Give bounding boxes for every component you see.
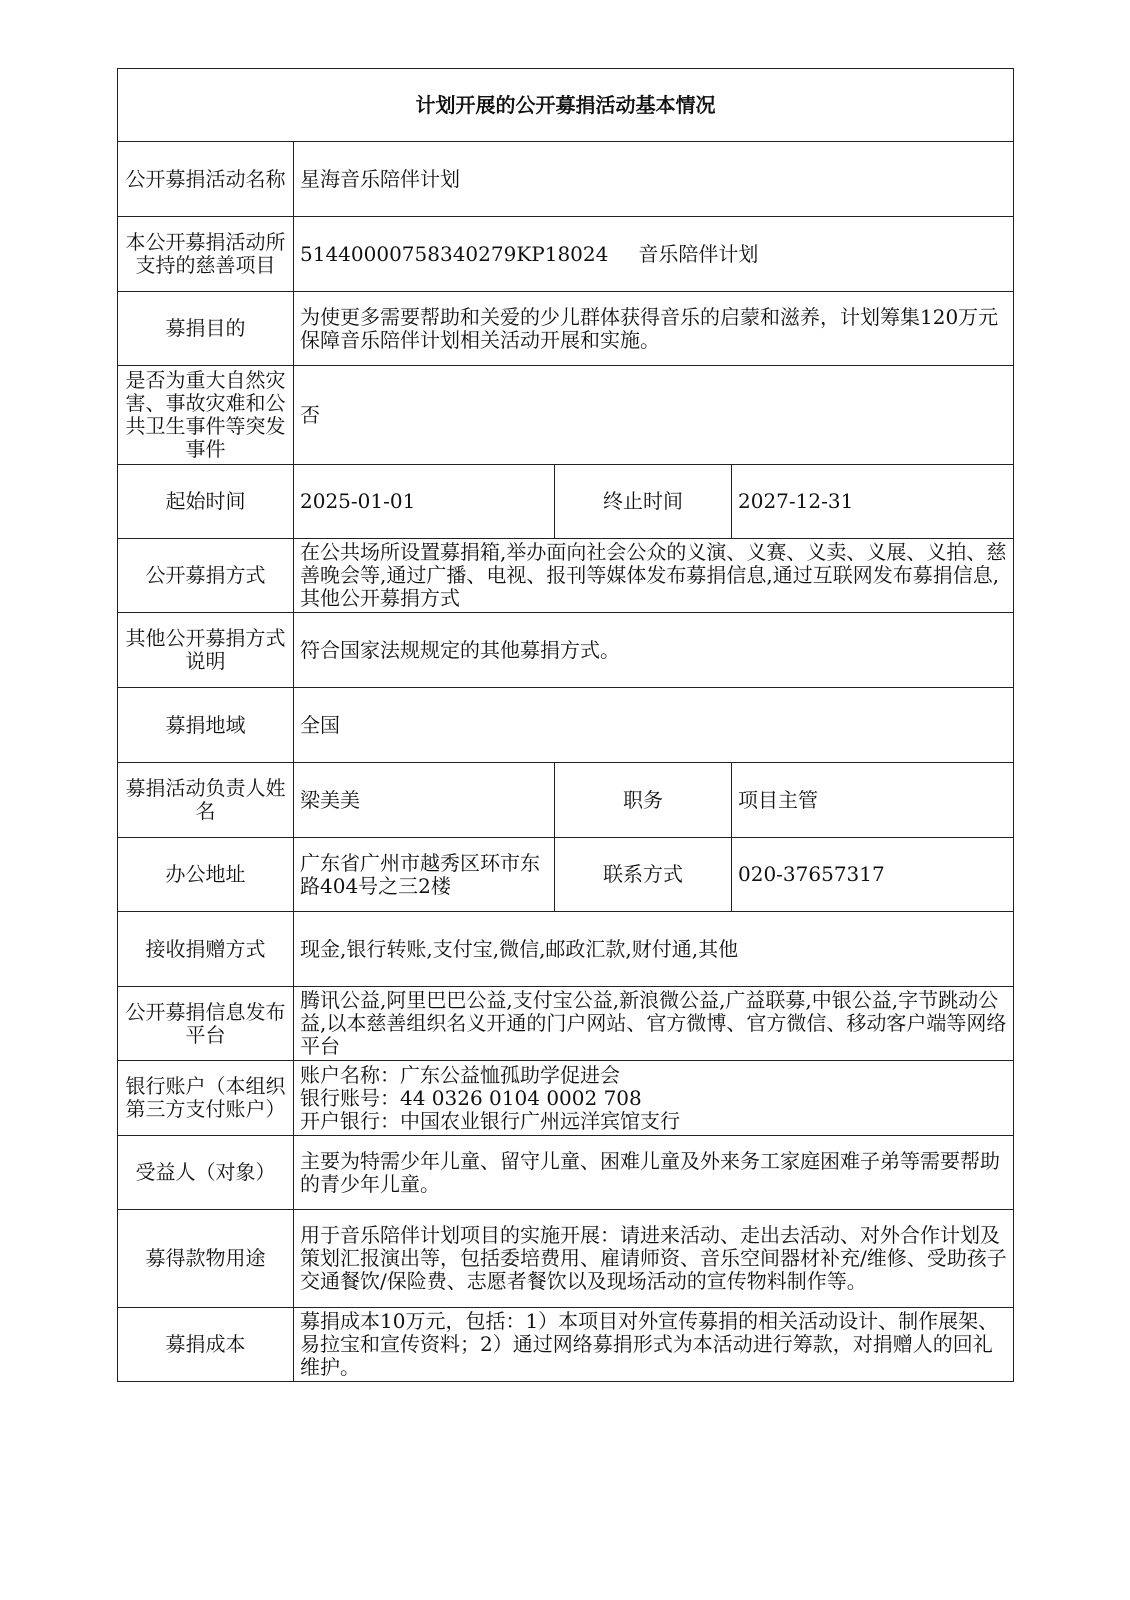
value-receive: 现金,银行转账,支付宝,微信,邮政汇款,财付通,其他	[294, 912, 1014, 987]
value-cost: 募捐成本10万元，包括：1）本项目对外宣传募捐的相关活动设计、制作展架、易拉宝和宣传资料；2）通过网络募捐形式为本活动进行筹款，对捐赠人的回礼维护。	[294, 1308, 1014, 1382]
label-position: 职务	[555, 763, 732, 838]
label-use: 募得款物用途	[118, 1210, 294, 1308]
table-title: 计划开展的公开募捐活动基本情况	[118, 69, 1014, 142]
label-receive: 接收捐赠方式	[118, 912, 294, 987]
value-other-method: 符合国家法规规定的其他募捐方式。	[294, 613, 1014, 688]
row-supported-project	[118, 217, 1014, 292]
bank-account-name: 账户名称：广东公益恤孤助学促进会	[300, 1062, 620, 1087]
value-major-emergency: 否	[294, 366, 1014, 465]
info-table	[117, 68, 1014, 1382]
value-use: 用于音乐陪伴计划项目的实施开展：请进来活动、走出去活动、对外合作计划及策划汇报演出等，包括委培费用、雇请师资、音乐空间器材补充/维修、受助孩子交通餐饮/保险费、志愿者餐饮以及现场活动的宣传物料制作等。	[294, 1210, 1014, 1308]
row-office	[118, 838, 1014, 912]
label-other-method: 其他公开募捐方式说明	[118, 613, 294, 688]
row-other-method	[118, 613, 1014, 688]
row-bank	[118, 1061, 1014, 1136]
label-cost: 募捐成本	[118, 1308, 294, 1382]
value-end-time: 2027-12-31	[732, 465, 1014, 539]
label-person: 募捐活动负责人姓名	[118, 763, 294, 838]
project-code: 51440000758340279KP18024	[300, 241, 609, 266]
label-end-time: 终止时间	[555, 465, 732, 539]
label-contact: 联系方式	[555, 838, 732, 912]
row-beneficiary	[118, 1136, 1014, 1210]
row-receive	[118, 912, 1014, 987]
label-platform: 公开募捐信息发布平台	[118, 987, 294, 1061]
value-method: 在公共场所设置募捐箱,举办面向社会公众的义演、义赛、义卖、义展、义拍、慈善晚会等,通过广播、电视、报刊等媒体发布募捐信息,通过互联网发布募捐信息,其他公开募捐方式	[294, 539, 1014, 613]
value-purpose: 为使更多需要帮助和关爱的少儿群体获得音乐的启蒙和滋养，计划筹集120万元保障音乐陪伴计划相关活动开展和实施。	[294, 292, 1014, 366]
label-supported-project: 本公开募捐活动所支持的慈善项目	[118, 217, 294, 292]
row-platform	[118, 987, 1014, 1061]
row-major-emergency	[118, 366, 1014, 465]
row-activity-name	[118, 142, 1014, 217]
row-purpose	[118, 292, 1014, 366]
label-bank: 银行账户（本组织第三方支付账户）	[118, 1061, 294, 1136]
label-purpose: 募捐目的	[118, 292, 294, 366]
bank-branch: 开户银行：中国农业银行广州远洋宾馆支行	[300, 1108, 680, 1133]
value-activity-name: 星海音乐陪伴计划	[294, 142, 1014, 217]
value-supported-project	[294, 217, 1014, 292]
value-bank	[294, 1061, 1014, 1136]
row-period	[118, 465, 1014, 539]
row-cost	[118, 1308, 1014, 1382]
value-contact: 020-37657317	[732, 838, 1014, 912]
bank-account-number: 银行账号：44 0326 0104 0002 708	[300, 1085, 642, 1110]
value-start-time: 2025-01-01	[294, 465, 555, 539]
label-activity-name: 公开募捐活动名称	[118, 142, 294, 217]
value-region: 全国	[294, 688, 1014, 763]
row-person	[118, 763, 1014, 838]
row-region	[118, 688, 1014, 763]
label-major-emergency: 是否为重大自然灾害、事故灾难和公共卫生事件等突发事件	[118, 366, 294, 465]
row-use	[118, 1210, 1014, 1308]
value-office: 广东省广州市越秀区环市东路404号之三2楼	[294, 838, 555, 912]
row-method	[118, 539, 1014, 613]
project-name: 音乐陪伴计划	[638, 241, 759, 266]
label-method: 公开募捐方式	[118, 539, 294, 613]
value-beneficiary: 主要为特需少年儿童、留守儿童、困难儿童及外来务工家庭困难子弟等需要帮助的青少年儿童。	[294, 1136, 1014, 1210]
value-person: 梁美美	[294, 763, 555, 838]
label-region: 募捐地域	[118, 688, 294, 763]
label-start-time: 起始时间	[118, 465, 294, 539]
label-office: 办公地址	[118, 838, 294, 912]
value-platform: 腾讯公益,阿里巴巴公益,支付宝公益,新浪微公益,广益联募,中银公益,字节跳动公益,以本慈善组织名义开通的门户网站、官方微博、官方微信、移动客户端等网络平台	[294, 987, 1014, 1061]
value-position: 项目主管	[732, 763, 1014, 838]
label-beneficiary: 受益人（对象）	[118, 1136, 294, 1210]
